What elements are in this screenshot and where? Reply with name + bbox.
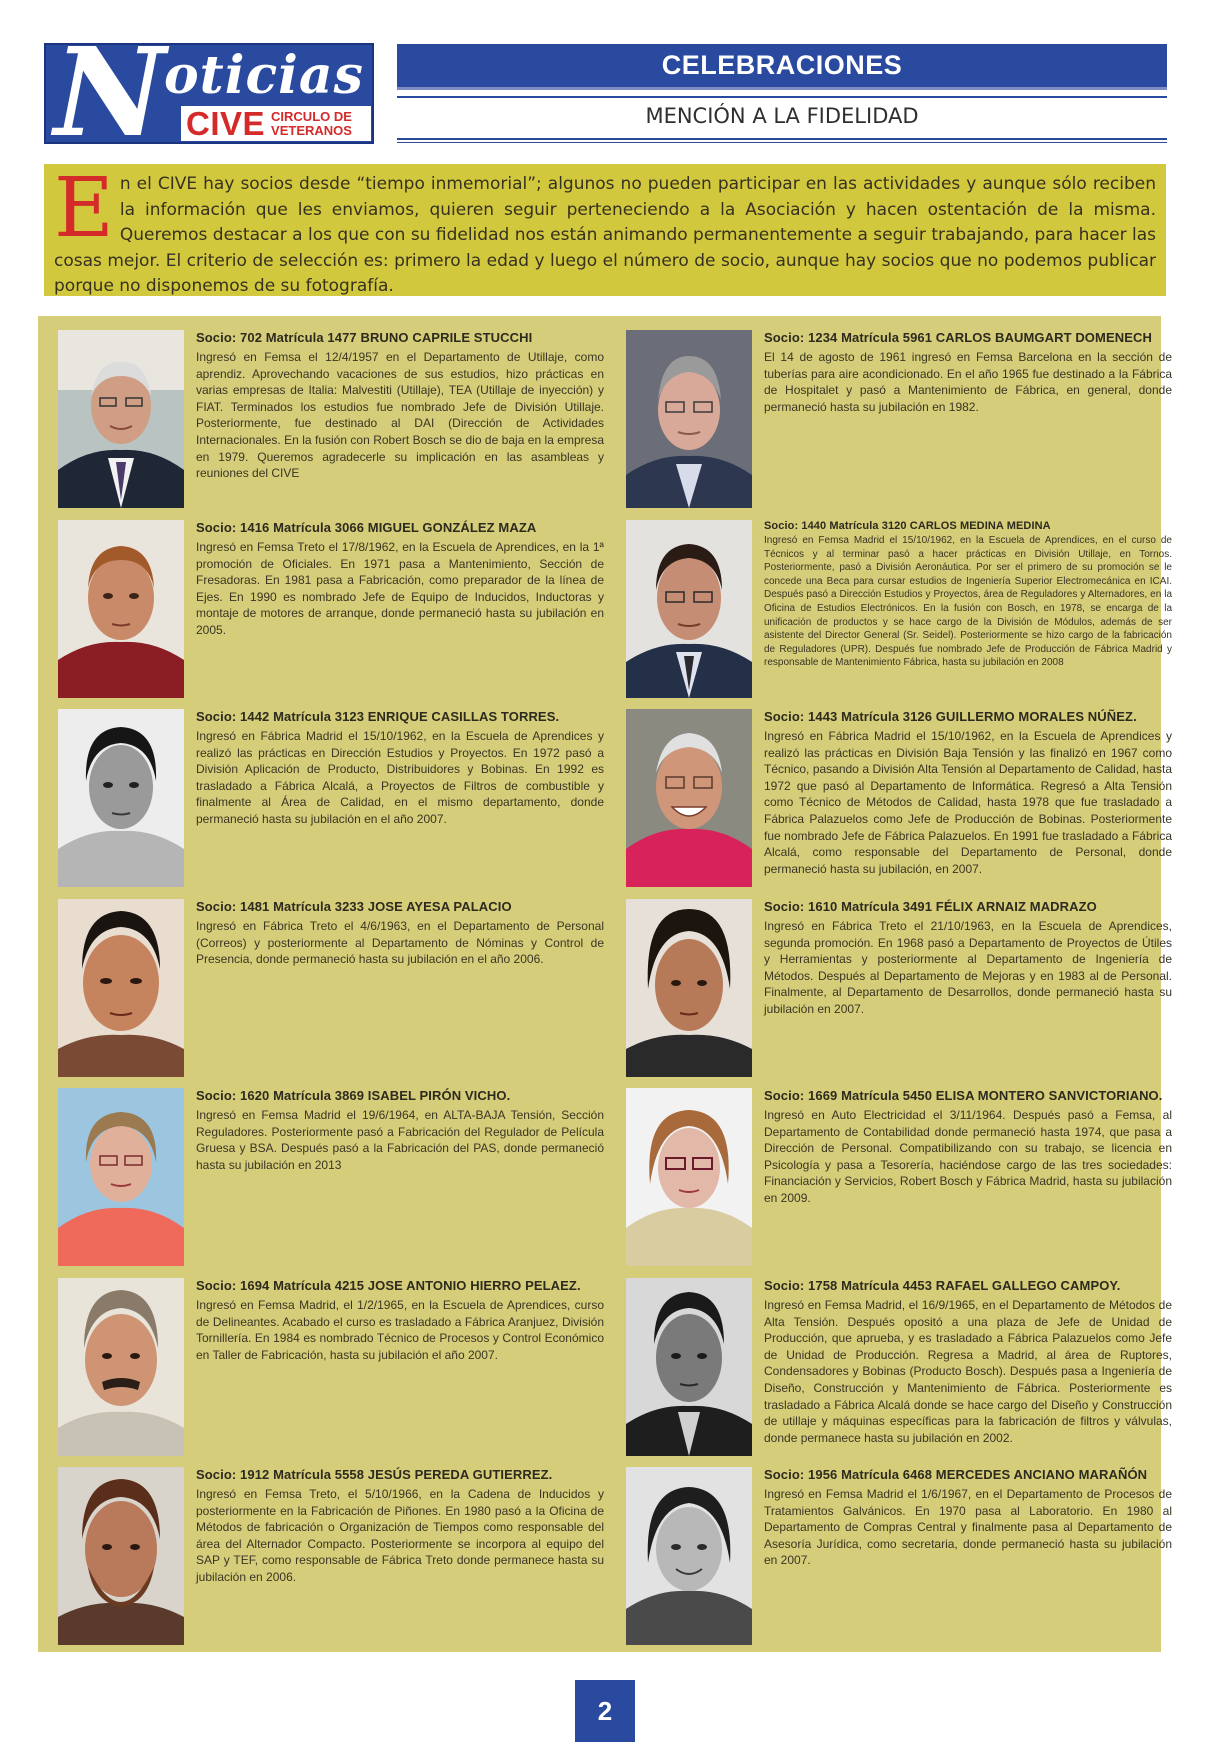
member-bio: Ingresó en Auto Electricidad el 3/11/1964. Después pasó a Femsa, al Departamento de Contabilidad donde permaneció hasta 1974, que pasa a Dirección de Personal. Compatibilizando con su trabajo, se licencia en Psicología y pasa a Tesorería, haciéndose cargo de las tres sociedades: Financiación y Servicios, Robert Bosch y Fábrica Madrid, hasta su jubilación en 2009.	[764, 1108, 1172, 1205]
member-photo	[626, 1088, 752, 1266]
member-text	[196, 1467, 604, 1586]
header-rule-bottom-1	[397, 138, 1167, 140]
member-bio: Ingresó en Femsa Treto el 17/8/1962, en la Escuela de Aprendices, en la 1ª promoción de Oficiales. En 1971 pasa a Mantenimiento, Sección de Fresadoras. En 1981 pasa a Fabricación, como preparador de la línea de Ejes. En 1990 es nombrado Jefe de Equipo de Inducidos, Inductoras y montaje de motores de arranque, donde permaneció hasta su jubilación en 2005.	[196, 540, 604, 637]
section-header-bar	[397, 44, 1167, 90]
page-number: 2	[575, 1680, 635, 1742]
member-text	[196, 520, 604, 639]
member-bio: El 14 de agosto de 1961 ingresó en Femsa Barcelona en la sección de tuberías para aire acondicionado. En el año 1965 fue destinado a la Fábrica de Hospitalet y pasó a Mantenimiento de Fábrica, en general, donde permaneció hasta su jubilación en 1982.	[764, 350, 1172, 414]
member-photo	[626, 1467, 752, 1645]
member-photo	[58, 1467, 184, 1645]
member-photo	[58, 1278, 184, 1456]
member-bio: Ingresó en Fábrica Madrid el 15/10/1962, en la Escuela de Aprendices y realizó las prácticas en Dirección Estudios y Proyectos. En 1972 pasó a División Aplicación de Producto, Distribuidores y Bobinas. En 1992 es trasladado a Fábrica Alcalá, a Proyectos de Filtros de combustible y finalmente al Área de Calidad, en el mismo departamento, donde permaneció hasta su jubilación en el año 2007.	[196, 729, 604, 826]
member-header: Socio: 1620 Matrícula 3869 ISABEL PIRÓN VICHO.	[196, 1088, 511, 1103]
logo-subtitle	[265, 110, 352, 137]
member-header: Socio: 1443 Matrícula 3126 GUILLERMO MORALES NÚÑEZ.	[764, 709, 1137, 724]
member-photo	[626, 330, 752, 508]
intro-paragraph	[44, 161, 1166, 296]
member-photo	[626, 709, 752, 887]
member-photo	[58, 709, 184, 887]
member-text	[764, 1278, 1172, 1446]
member-header: Socio: 1416 Matrícula 3066 MIGUEL GONZÁLEZ MAZA	[196, 520, 537, 535]
logo-word: oticias	[164, 45, 364, 106]
member-text	[764, 1088, 1172, 1207]
member-photo	[626, 899, 752, 1077]
logo-sub-line1: CIRCULO DE	[271, 108, 352, 124]
member-text	[196, 899, 604, 968]
member-header: Socio: 1956 Matrícula 6468 MERCEDES ANCIANO MARAÑÓN	[764, 1467, 1148, 1482]
member-header: Socio: 1442 Matrícula 3123 ENRIQUE CASILLAS TORRES.	[196, 709, 560, 724]
member-header: Socio: 1481 Matrícula 3233 JOSE AYESA PALACIO	[196, 899, 512, 914]
member-bio: Ingresó en Femsa Madrid el 15/10/1962, en la Escuela de Aprendices, en el curso de Técnicos y al terminar pasó a hacer prácticas en División Utillaje, en Tornos. Posteriormente, pasó a División Aeronáutica. Por ser el primero de su promoción se le concede una Beca para cursar estudios de Ingeniería Superior Electromecánica en ICAI. Después pasó a Dirección Estudios y Proyectos, área de Reguladores y Alternadores, en la Oficina de Estudios Electrónicos. En la fusión con Bosch, en 1978, se encarga de la unificación de productos y se hace cargo de la División de Módulos, además de ser asistente del Director General (Sr. Seidel). Posteriormente se hizo cargo de la fabricación de Reguladores (UPR). Después fue nombrado Jefe de Producción de Fábrica Madrid y responsable de Mantenimiento Fábrica, hasta su jubilación en 2008	[764, 535, 1172, 669]
member-text	[196, 709, 604, 828]
member-header: Socio: 1669 Matrícula 5450 ELISA MONTERO SANVICTORIANO.	[764, 1088, 1163, 1103]
logo-badge	[181, 106, 371, 141]
members-box	[38, 316, 1172, 1652]
member-text	[196, 1278, 604, 1363]
member-header: Socio: 1440 Matrícula 3120 CARLOS MEDINA MEDINA	[764, 520, 1051, 532]
member-bio: Ingresó en Femsa Madrid, el 1/2/1965, en la Escuela de Aprendices, curso de Delineantes. Acabado el curso es trasladado a Fábrica Aranjuez, División Tornillería. En 1984 es nombrado Técnico de Procesos y Control Económico en Taller de Fabricación, hasta su jubilación el año 2007.	[196, 1298, 604, 1362]
member-photo	[58, 1088, 184, 1266]
member-header: Socio: 1758 Matrícula 4453 RAFAEL GALLEGO CAMPOY.	[764, 1278, 1121, 1293]
noticias-cive-logo	[44, 43, 374, 144]
member-bio: Ingresó en Femsa Madrid, el 16/9/1965, en el Departamento de Métodos de Alta Tensión. Después opositó a una plaza de Jefe de Unidad de Producción, que aprueba, y es trasladado a Fábrica Palazuelos como Jefe de Unidad de Producción. Regresa a Madrid, al área de Ruptores, Condensadores y Bobinas (Producto Bosch). Después pasa a Ingeniería de Diseño, Construcción y Mantenimiento de Fábrica. Posteriormente es trasladado a Fábrica Alcalá donde se hace cargo del Diseño y Construcción de utillaje y máquinas específicas para la fabricación de filtros y válvulas, donde permanece hasta su jubilación en 2002.	[764, 1298, 1172, 1445]
header-rule-bottom-2	[397, 142, 1167, 143]
logo-letter: N	[54, 43, 166, 144]
member-text	[196, 330, 604, 482]
member-header: Socio: 1610 Matrícula 3491 FÉLIX ARNAIZ MADRAZO	[764, 899, 1097, 914]
member-header: Socio: 1234 Matrícula 5961 CARLOS BAUMGART DOMENECH	[764, 330, 1152, 345]
member-bio: Ingresó en Femsa Madrid el 1/6/1967, en el Departamento de Procesos de Tratamientos Galvánicos. En 1970 pasa al Laboratorio. En 1980 al Departamento de Compras Central y finalmente pasa al Departamento de Asesoría Jurídica, como secretaria, donde permaneció hasta su jubilación en 2007.	[764, 1487, 1172, 1568]
member-header: Socio: 702 Matrícula 1477 BRUNO CAPRILE STUCCHI	[196, 330, 533, 345]
member-bio: Ingresó en Fábrica Treto el 21/10/1963, en la Escuela de Aprendices, segunda promoción. En 1968 pasó a Departamento de Proyectos de Útiles y Herramientas y posteriormente al Departamento de Ingeniería de Métodos. Después al Departamento de Mejoras y en 1983 al de Personal. Finalmente, al Departamento de Desarrollos, donde permaneció hasta su jubilación en 2007.	[764, 919, 1172, 1016]
member-text	[764, 899, 1172, 1018]
member-bio: Ingresó en Fábrica Madrid el 15/10/1962, en la Escuela de Aprendices y realizó las prácticas en División Baja Tensión y las finalizó en 1967 como Técnico, pasando a División Alta Tensión al Departamento de Calidad, hasta 1972 que pasó al Departamento de Informática. Regresó a Alta Tensión como Técnico de Métodos de Calidad, hasta 1978 que fue trasladado a Fábrica Palazuelos como Jefe de Producción de Bobinas. Posteriormente fue nombrado Jefe de Fábrica Palazuelos. En 1991 fue trasladado a Fábrica Alcalá, como responsable del Departamento de Personal, donde permaneció hasta su jubilación, en 2007.	[764, 729, 1172, 876]
logo-brand: CIVE	[186, 105, 266, 142]
member-text	[764, 330, 1172, 415]
member-bio: Ingresó en Femsa Treto, el 5/10/1966, en la Cadena de Inducidos y posteriormente en la Fabricación de Piñones. En 1980 pasó a la Oficina de Métodos de fabricación o Organización de Tiempos como responsable del área del Alternador Compacto. Posteriormente se incorpora al equipo del SAP y TEF, como responsable de Fábrica Treto donde permanece hasta su jubilación en 2006.	[196, 1487, 604, 1584]
member-bio: Ingresó en Femsa el 12/4/1957 en el Departamento de Utillaje, como aprendiz. Aprovechando vacaciones de sus estudios, hizo prácticas en varias empresas de Italia: Malvestiti (Utillaje), TEA (Utillaje de inyección) y FIAT. Terminados los estudios fue nombrado Jefe de División Utillaje. Posteriormente, fue destinado al DAI (Dirección de Actividades Internacionales. En la fusión con Robert Bosch se dio de baja en la empresa en 1979. Queremos agradecerle su implicación en las asambleas y reuniones del CIVE	[196, 350, 604, 481]
header-rule-top	[397, 96, 1167, 98]
intro-text: n el CIVE hay socios desde “tiempo inmemorial”; algunos no pueden participar en las actividades y aunque sólo reciben la información que les enviamos, quieren seguir perteneciendo a la Asociación y hacen ostentación de la misma. Queremos destacar a los que con su fidelidad nos están animando permanentemente a seguir trabajando, para hacer las cosas mejor. El criterio de selección es: primero la edad y luego el número de socio, aunque hay socios que no podemos publicar porque no disponemos de su fotografía.	[54, 174, 1156, 296]
member-photo	[58, 520, 184, 698]
section-subtitle: MENCIÓN A LA FIDELIDAD	[645, 104, 919, 128]
member-header: Socio: 1694 Matrícula 4215 JOSE ANTONIO HIERRO PELAEZ.	[196, 1278, 581, 1293]
member-photo	[626, 520, 752, 698]
drop-cap: E	[54, 161, 114, 256]
member-text	[764, 520, 1172, 670]
member-header: Socio: 1912 Matrícula 5558 JESÚS PEREDA GUTIERREZ.	[196, 1467, 553, 1482]
logo-sub-line2: VETERANOS	[271, 122, 352, 138]
member-photo	[58, 899, 184, 1077]
member-bio: Ingresó en Fábrica Treto el 4/6/1963, en el Departamento de Personal (Correos) y posteriormente al Departamento de Nóminas y Control de Presencia, donde permaneció hasta su jubilación en el año 2006.	[196, 919, 604, 967]
member-text	[764, 1467, 1172, 1569]
member-photo	[58, 330, 184, 508]
member-photo	[626, 1278, 752, 1456]
member-text	[196, 1088, 604, 1173]
section-title: CELEBRACIONES	[661, 50, 903, 80]
member-bio: Ingresó en Femsa Madrid el 19/6/1964, en ALTA-BAJA Tensión, Sección Reguladores. Posteriormente pasó a Fabricación del Regulador de Película Gruesa y BSA. Después pasó a la Fabricación del PAS, donde permaneció hasta su jubilación en 2013	[196, 1108, 604, 1172]
member-text	[764, 709, 1172, 877]
